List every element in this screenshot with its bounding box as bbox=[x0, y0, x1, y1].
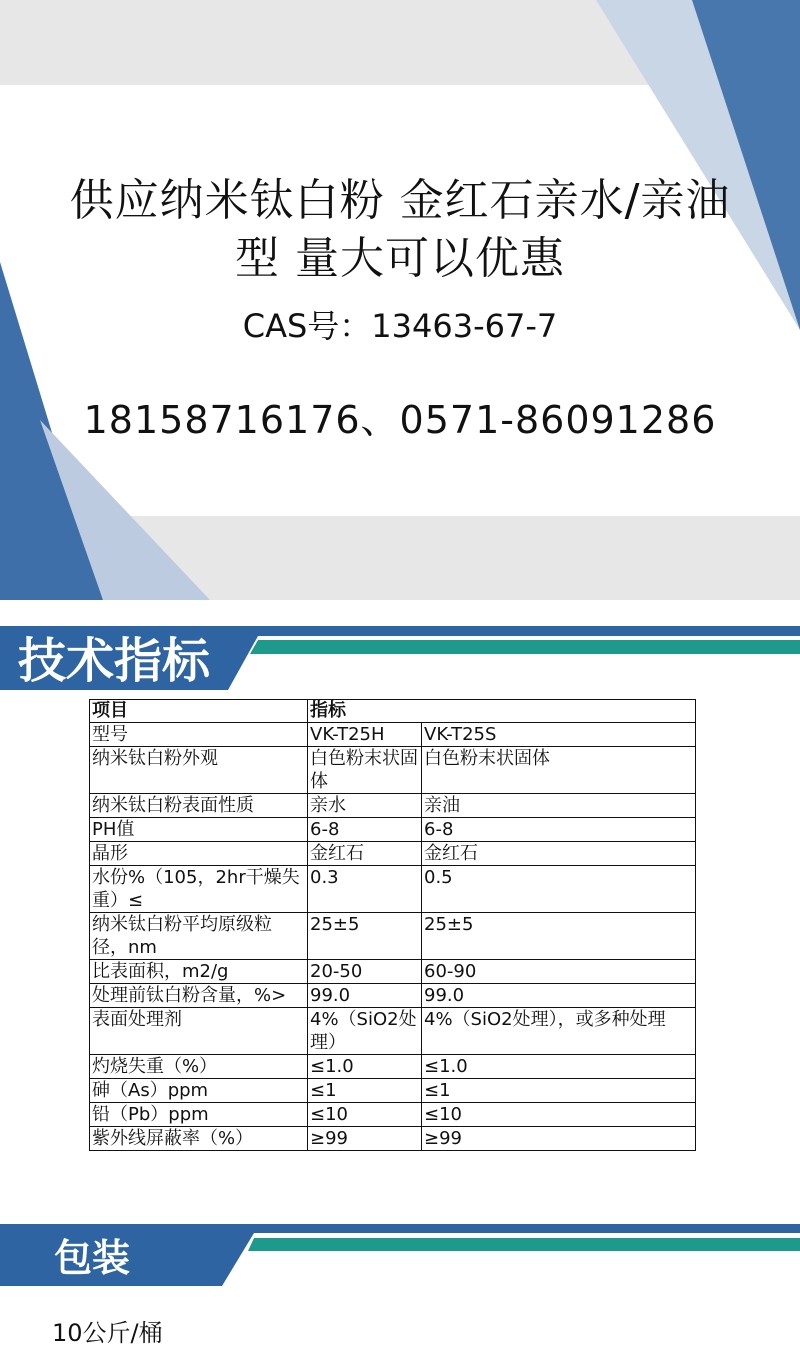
value-t25s: 白色粉末状固体 bbox=[422, 747, 696, 794]
contact-phone: 18158716176、0571-86091286 bbox=[83, 398, 717, 442]
value-t25h: 6-8 bbox=[308, 818, 422, 842]
value-t25h: ≥99 bbox=[308, 1127, 422, 1151]
value-t25h: ≤1.0 bbox=[308, 1055, 422, 1079]
row-label: 比表面积，m2/g bbox=[90, 960, 308, 984]
product-title bbox=[0, 172, 800, 288]
row-label: PH值 bbox=[90, 818, 308, 842]
table-row bbox=[90, 984, 696, 1008]
value-t25s: ≥99 bbox=[422, 1127, 696, 1151]
row-label: 纳米钛白粉表面性质 bbox=[90, 794, 308, 818]
row-label: 水份%（105，2hr干燥失重）≤ bbox=[90, 866, 308, 913]
value-t25h: 4%（SiO2处理） bbox=[308, 1008, 422, 1055]
value-t25s: 6-8 bbox=[422, 818, 696, 842]
table-row bbox=[90, 913, 696, 960]
value-t25h: 0.3 bbox=[308, 866, 422, 913]
value-t25s: ≤1.0 bbox=[422, 1055, 696, 1079]
row-label: 纳米钛白粉外观 bbox=[90, 747, 308, 794]
value-t25s: 60-90 bbox=[422, 960, 696, 984]
table-row bbox=[90, 1103, 696, 1127]
value-t25s: 亲油 bbox=[422, 794, 696, 818]
table-header-row bbox=[90, 700, 696, 723]
table-row bbox=[90, 747, 696, 794]
spec-header-teal bbox=[250, 640, 800, 654]
table-row bbox=[90, 794, 696, 818]
value-t25s: ≤10 bbox=[422, 1103, 696, 1127]
row-label: 型号 bbox=[90, 723, 308, 747]
table-row bbox=[90, 960, 696, 984]
specs-section-title: 技术指标 bbox=[18, 633, 211, 689]
value-t25h: ≤10 bbox=[308, 1103, 422, 1127]
table-row bbox=[90, 723, 696, 747]
value-t25h: 25±5 bbox=[308, 913, 422, 960]
packaging-text: 10公斤/桶 bbox=[52, 1319, 163, 1347]
pack-header-topline bbox=[0, 1224, 800, 1233]
table-row bbox=[90, 842, 696, 866]
value-t25s: 99.0 bbox=[422, 984, 696, 1008]
row-label: 纳米钛白粉平均原级粒径，nm bbox=[90, 913, 308, 960]
pack-header-teal bbox=[248, 1238, 800, 1251]
cas-number: CAS号：13463-67-7 bbox=[242, 307, 558, 345]
value-t25h: 99.0 bbox=[308, 984, 422, 1008]
table-row bbox=[90, 1079, 696, 1103]
product-title-line2: 型 量大可以优惠 bbox=[235, 233, 565, 284]
table-row bbox=[90, 1055, 696, 1079]
value-t25s: 4%（SiO2处理），或多种处理 bbox=[422, 1008, 696, 1055]
packaging-section-title: 包装 bbox=[54, 1236, 131, 1280]
row-label: 铅（Pb）ppm bbox=[90, 1103, 308, 1127]
value-t25h: 白色粉末状固体 bbox=[308, 747, 422, 794]
value-t25s: ≤1 bbox=[422, 1079, 696, 1103]
value-t25h: ≤1 bbox=[308, 1079, 422, 1103]
table-row bbox=[90, 1008, 696, 1055]
row-label: 晶形 bbox=[90, 842, 308, 866]
table-row bbox=[90, 818, 696, 842]
value-t25s: VK-T25S bbox=[422, 723, 696, 747]
value-t25h: 金红石 bbox=[308, 842, 422, 866]
spec-table bbox=[89, 699, 696, 1151]
row-label: 砷（As）ppm bbox=[90, 1079, 308, 1103]
table-row bbox=[90, 1127, 696, 1151]
value-t25h: 亲水 bbox=[308, 794, 422, 818]
value-t25s: 0.5 bbox=[422, 866, 696, 913]
value-t25h: 20-50 bbox=[308, 960, 422, 984]
row-label: 处理前钛白粉含量，%> bbox=[90, 984, 308, 1008]
value-t25s: 金红石 bbox=[422, 842, 696, 866]
row-label: 紫外线屏蔽率（%） bbox=[90, 1127, 308, 1151]
product-title-line1: 供应纳米钛白粉 金红石亲水/亲油 bbox=[69, 175, 731, 226]
row-label: 灼烧失重（%） bbox=[90, 1055, 308, 1079]
table-header-spec: 指标 bbox=[308, 700, 696, 723]
table-row bbox=[90, 866, 696, 913]
table-header-item: 项目 bbox=[90, 700, 308, 723]
row-label: 表面处理剂 bbox=[90, 1008, 308, 1055]
value-t25s: 25±5 bbox=[422, 913, 696, 960]
value-t25h: VK-T25H bbox=[308, 723, 422, 747]
